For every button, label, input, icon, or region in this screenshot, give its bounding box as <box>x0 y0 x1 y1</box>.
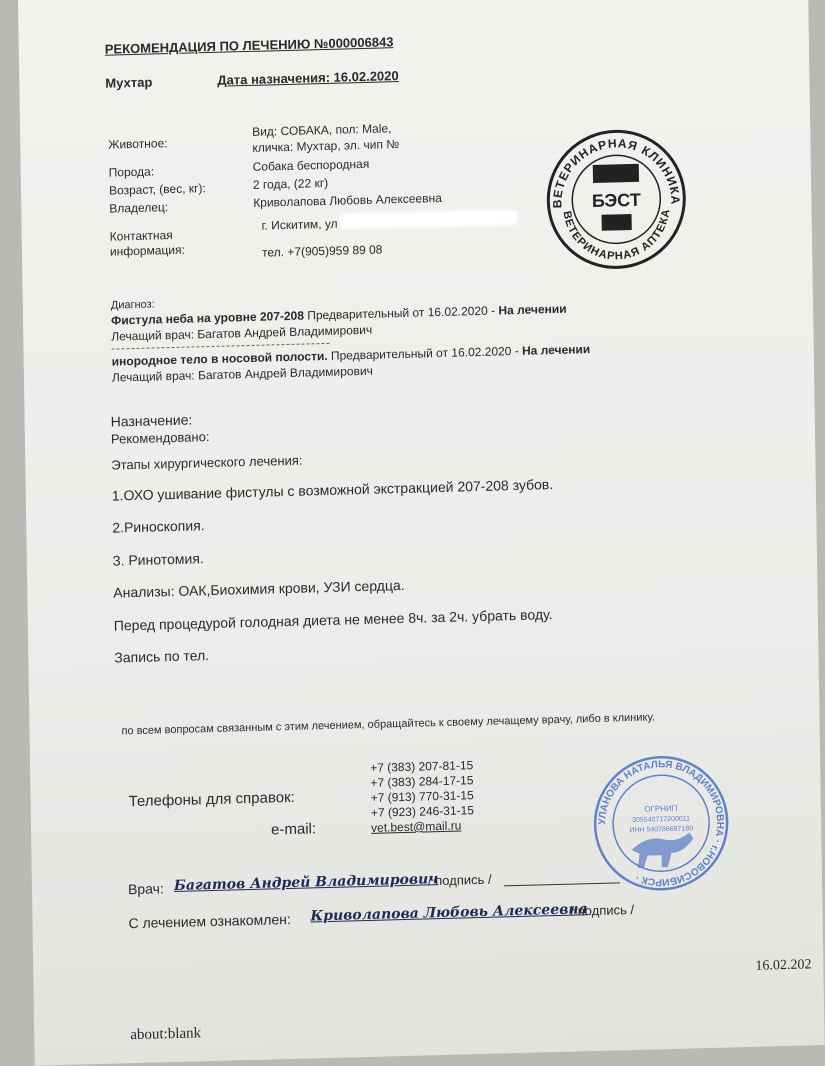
address-value: г. Искитим, ул <box>261 216 338 233</box>
pet-name: Мухтар <box>105 74 153 91</box>
doctor-label: Врач: <box>127 880 164 898</box>
stamp-top-text: ВЕТЕРИНАРНАЯ КЛИНИКА <box>550 136 683 209</box>
print-date: 16.02.202 <box>755 957 812 974</box>
phones-label: Телефоны для справок: <box>128 788 295 811</box>
animal-label: Животное: <box>108 136 168 152</box>
owner-value: Криволапова Любовь Алексеевна <box>253 190 442 210</box>
email-label: e-mail: <box>270 820 317 839</box>
document-page <box>18 0 825 1066</box>
phone-4: +7 (923) 246-31-15 <box>370 803 475 820</box>
tests: Анализы: ОАК,Биохимия крови, УЗИ сердца. <box>113 576 405 601</box>
contact-label-2: информация: <box>109 242 185 259</box>
phone-3: +7 (913) 770-31-15 <box>370 788 474 805</box>
footer-url: about:blank <box>130 1025 202 1044</box>
recommended-label: Рекомендовано: <box>110 429 210 447</box>
stamp-center-text: БЭСТ <box>591 189 641 211</box>
paw-icon <box>593 164 639 183</box>
diagnosis-1-doctor: Лечащий врач: Багатов Андрей Владимирович <box>111 322 373 344</box>
owner-name: Криволапова Любовь Алексеевна <box>310 901 588 925</box>
breed-value: Собака беспородная <box>252 156 370 174</box>
appointment-date: Дата назначения: 16.02.2020 <box>217 68 399 88</box>
diagnosis-2-status: На лечении <box>521 342 591 358</box>
diet-instruction: Перед процедурой голодная диета не менее 8ч. за 2ч. убрать воду. <box>113 606 553 634</box>
owner-signature-label: / подпись / <box>570 901 635 919</box>
doctor-signature-label: / подпись / <box>427 871 492 889</box>
breed-label: Порода: <box>108 164 155 180</box>
doctor-name: Багатов Андрей Владимирович <box>173 871 439 895</box>
clinic-stamp <box>540 122 692 276</box>
phone-2: +7 (383) 284-17-15 <box>370 773 474 790</box>
diagnosis-2-type: Предварительный от 16.02.2020 - <box>330 343 519 363</box>
diagnosis-label: Диагноз: <box>110 298 155 312</box>
prescription-label: Назначение: <box>110 411 193 430</box>
dog-icon <box>631 832 694 868</box>
phone-value: тел. +7(905)959 89 08 <box>261 242 383 260</box>
diagnosis-2-title: инородное тело в носовой полости. <box>111 348 328 369</box>
step-3: 3. Ринотомия. <box>112 550 204 569</box>
contact-label-1: Контактная <box>109 227 173 244</box>
diagnosis-2-doctor: Лечащий врач: Багатов Андрей Владимирович <box>111 363 373 385</box>
acquainted-label: С лечением ознакомлен: <box>128 910 291 932</box>
step-1: 1.ОХО ушивание фистулы с возможной экстракцией 207-208 зубов. <box>111 476 554 504</box>
seal-line-3: ИНН 540786687180 <box>629 825 694 835</box>
seal-line-2: 305540717200011 <box>632 815 691 825</box>
diagnosis-divider <box>112 343 330 350</box>
stamp-bottom-text: ВЕТЕРИНАРНАЯ АПТЕКА <box>560 207 673 263</box>
seal-ring-text: УЛАНОВА НАТАЛЬЯ ВЛАДИМИРОВНА · г.НОВОСИБИРСК · <box>597 759 726 888</box>
step-2: 2.Риноскопия. <box>112 517 205 536</box>
document-title: РЕКОМЕНДАЦИЯ ПО ЛЕЧЕНИЮ №000006843 <box>104 34 394 57</box>
redaction-mark <box>339 209 517 230</box>
stages-heading: Этапы хирургического лечения: <box>111 452 303 473</box>
diagnosis-1-type: Предварительный от 16.02.2020 - <box>307 303 496 323</box>
seal-stamp <box>590 751 732 895</box>
seal-line-1: ОГРНИП <box>644 803 678 814</box>
animal-value-2: кличка: Мухтар, эл. чип № <box>252 137 400 155</box>
contact-note: по всем вопросам связанным с этим лечением, обращайтесь к своему лечащему врачу, либо в клинику. <box>121 711 655 738</box>
diagnosis-1-title: Фистула неба на уровне 207-208 <box>110 308 305 328</box>
age-label: Возраст, (вес, кг): <box>108 181 206 198</box>
phone-1: +7 (383) 207-81-15 <box>370 758 474 775</box>
email-link[interactable]: vet.best@mail.ru <box>370 818 462 835</box>
diagnosis-1-status: На лечении <box>498 301 567 318</box>
owner-label: Владелец: <box>109 200 169 216</box>
booking: Запись по тел. <box>114 647 210 666</box>
age-value: 2 года, (22 кг) <box>252 175 329 192</box>
animal-value-1: Вид: СОБАКА, пол: Male, <box>252 121 392 139</box>
